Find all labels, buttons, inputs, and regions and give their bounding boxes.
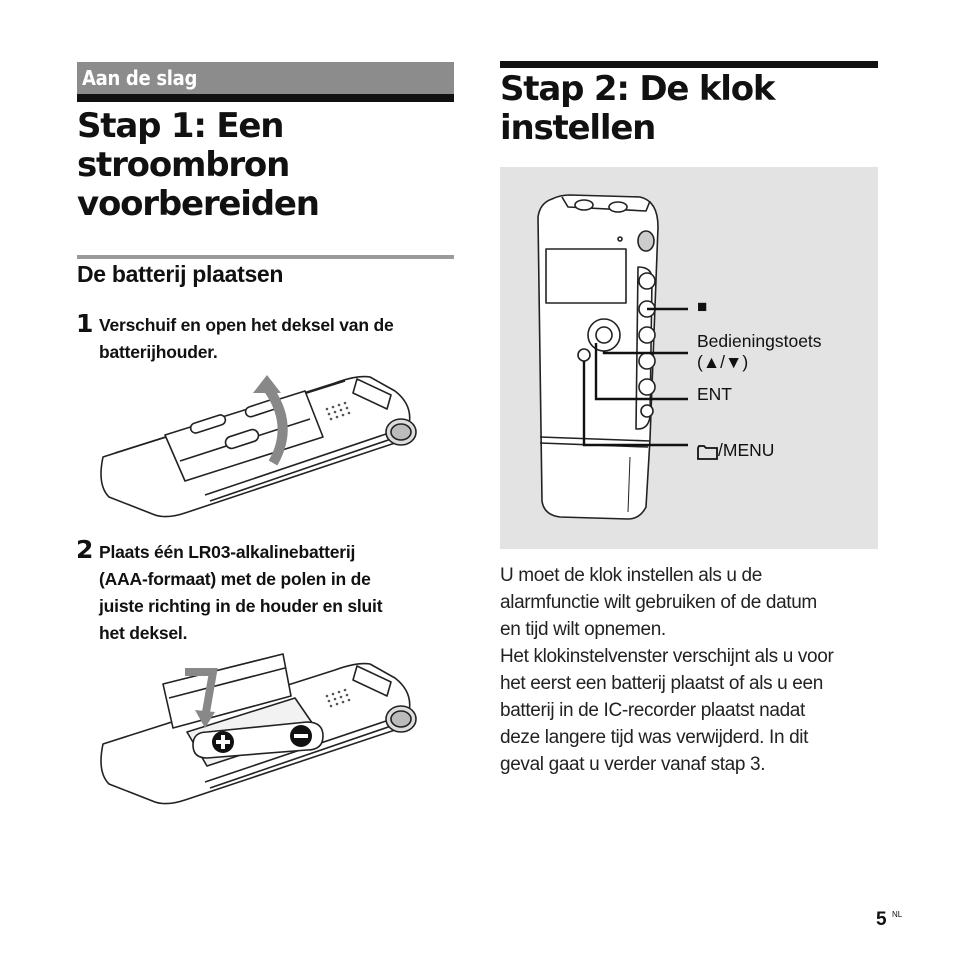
step-line: Plaats één LR03-alkalinebatterij: [99, 542, 356, 562]
battery-insert-illustration: [95, 652, 425, 812]
battery-cover-illustration: [95, 365, 425, 525]
text-line: deze langere tijd was verwijderd. In dit: [500, 727, 809, 748]
callout-line: (▲/▼): [697, 352, 749, 372]
title-line: Stap 2: De klok: [500, 69, 775, 109]
title-rule: [500, 61, 878, 68]
callout-line: Bedieningstoets: [697, 331, 822, 351]
subheading-rule: [77, 255, 454, 259]
step-line: (AAA-formaat) met de polen in de: [99, 569, 371, 589]
title-line: voorbereiden: [77, 184, 319, 224]
paragraph: [500, 562, 880, 643]
page-number: 5: [876, 909, 887, 930]
title-line: stroombron: [77, 145, 290, 185]
step-line: Verschuif en open het deksel van de: [99, 315, 394, 335]
stop-button-label: ■: [697, 297, 708, 316]
control-key-label: [697, 331, 822, 373]
text-line: alarmfunctie wilt gebruiken of de datum: [500, 592, 817, 613]
menu-text: /MENU: [718, 440, 775, 460]
folder-icon: [697, 444, 717, 457]
menu-label: [697, 440, 774, 461]
page-title-step2: [500, 70, 880, 148]
step-line: juiste richting in de houder en sluit: [99, 596, 383, 616]
subheading: De batterij plaatsen: [77, 261, 284, 287]
title-line: instellen: [500, 108, 656, 148]
ent-label: ENT: [697, 384, 732, 404]
text-line: geval gaat u verder vanaf stap 3.: [500, 754, 766, 775]
text-line: U moet de klok instellen als u de: [500, 565, 762, 586]
page-title-step1: [77, 107, 457, 224]
body-text: [500, 562, 880, 778]
step-number: 2: [76, 535, 94, 564]
section-rule: [77, 94, 454, 102]
section-tab: [77, 62, 454, 94]
text-line: het eerst een batterij plaatst of als u een: [500, 673, 823, 694]
text-line: Het klokinstelvenster verschijnt als u voor: [500, 646, 834, 667]
step-instruction: [99, 312, 459, 366]
title-line: Stap 1: Een: [77, 106, 284, 146]
paragraph: [500, 643, 880, 778]
page-language: NL: [892, 910, 903, 919]
section-label: Aan de slag: [82, 66, 198, 90]
text-line: batterij in de IC-recorder plaatst nadat: [500, 700, 805, 721]
text-line: en tijd wilt opnemen.: [500, 619, 666, 640]
step-instruction: [99, 539, 459, 647]
step-line: batterijhouder.: [99, 342, 218, 362]
step-number: 1: [76, 309, 94, 338]
device-figure: [500, 167, 878, 549]
step-line: het deksel.: [99, 623, 188, 643]
